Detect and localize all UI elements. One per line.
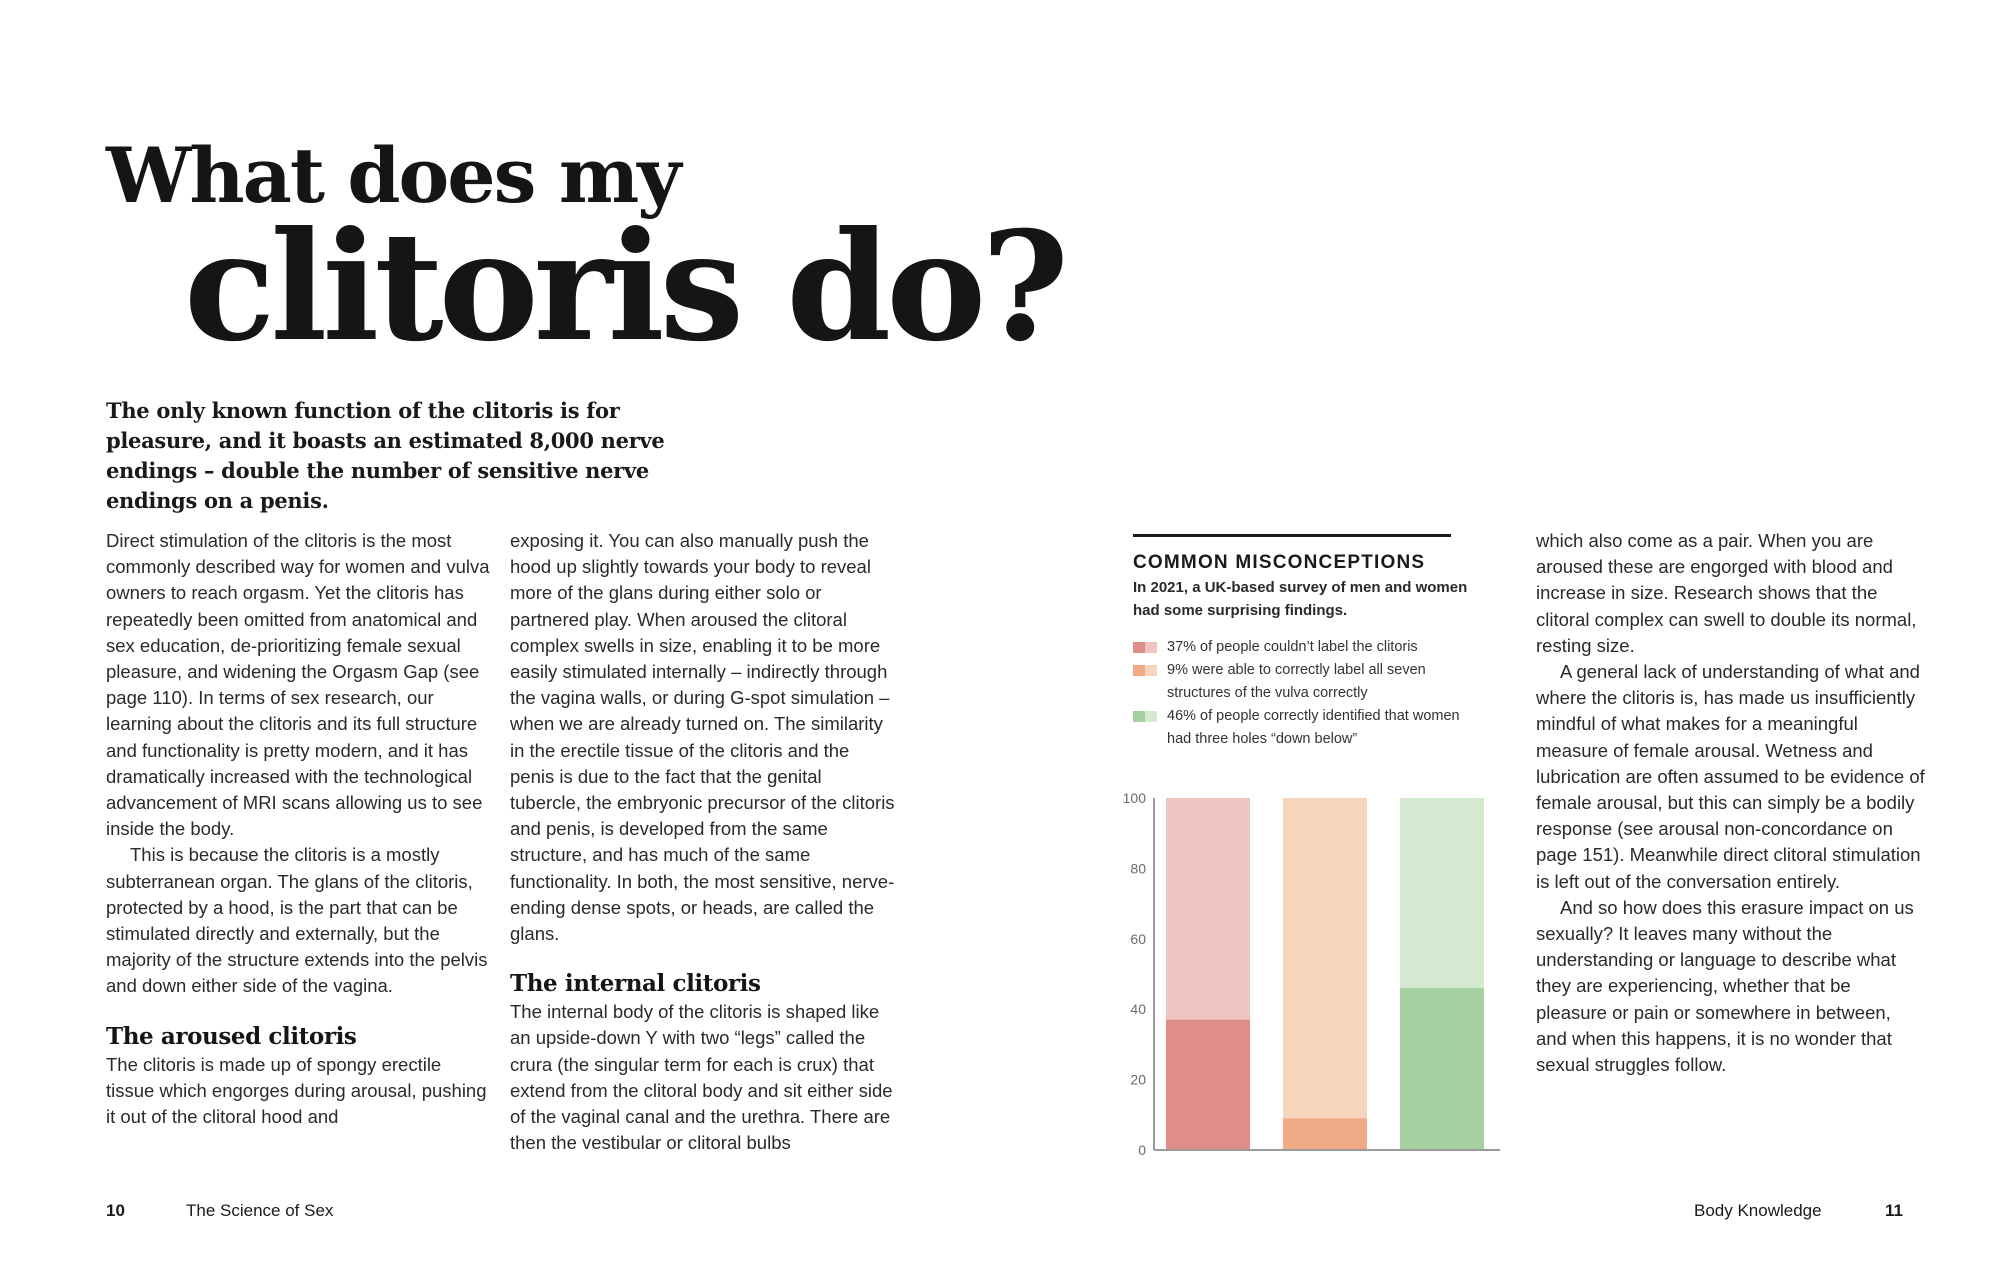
y-tick-label-20: 20	[1130, 1071, 1146, 1088]
legend-item-vulva	[1133, 659, 1473, 705]
paragraph: which also come as a pair. When you are aroused these are engorged with blood and increase in size. Research shows that the clitoral complex can swell to double its normal, resting size.	[1536, 530, 1917, 656]
body-column-2	[510, 528, 895, 1156]
y-tick-label-40: 40	[1130, 1001, 1146, 1018]
running-title-right: Body Knowledge	[1694, 1201, 1822, 1220]
page-number-right: 11	[1885, 1201, 1903, 1220]
legend-swatch-red	[1133, 642, 1157, 653]
chart-legend	[1133, 636, 1473, 751]
sidebar-subtitle: In 2021, a UK-based survey of men and women had some surprising findings.	[1133, 579, 1468, 619]
bar-value-0	[1166, 1020, 1250, 1150]
legend-label: 46% of people correctly identified that women had three holes “down below”	[1167, 708, 1460, 747]
body-column-3	[1536, 528, 1926, 1078]
legend-label: 37% of people couldn’t label the clitoris	[1167, 639, 1418, 655]
body-column-1	[106, 528, 491, 1130]
standfirst: The only known function of the clitoris is for pleasure, and it boasts an estimated 8,000 nerve endings – double the number of sensitive nerve endings on a penis.	[106, 398, 665, 513]
sidebar-rule	[1133, 534, 1451, 537]
misconceptions-bar-chart	[1110, 790, 1510, 1165]
bar-value-1	[1283, 1118, 1367, 1150]
paragraph: exposing it. You can also manually push the hood up slightly towards your body to reveal more of the glans during either solo or partnered play. When aroused the clitoral complex swells in size, enabling it to be more easily stimulated internally – indirectly through the vagina walls, or during G-spot simulation – when we are already turned on. The similarity in the erectile tissue of the clitoris and the penis is due to the fact that the genital tubercle, the embryonic precursor of the clitoris and penis, is developed from the same structure, and has much of the same functionality. In both, the most sensitive, nerve-ending dense spots, or heads, are called the glans.	[510, 530, 895, 945]
page-number-left: 10	[106, 1201, 125, 1220]
sidebar-title: COMMON MISCONCEPTIONS	[1133, 552, 1426, 573]
y-tick-label-60: 60	[1130, 930, 1146, 947]
legend-item-three-holes	[1133, 705, 1473, 751]
y-tick-label-80: 80	[1130, 860, 1146, 877]
y-tick-label-0: 0	[1138, 1142, 1146, 1158]
paragraph: A general lack of understanding of what and where the clitoris is, has made us insufficiently mindful of what makes for a meaningful measure of female arousal. Wetness and lubrication are often assumed to be evidence of female arousal, but this can simply be a bodily response (see arousal non-concordance on page 151). Meanwhile direct clitoral stimulation is left out of the conversation entirely.	[1536, 661, 1925, 892]
legend-swatch-green	[1133, 711, 1157, 722]
subheading-internal-clitoris: The internal clitoris	[510, 970, 761, 998]
chart-svg	[1110, 790, 1510, 1160]
paragraph: This is because the clitoris is a mostly subterranean organ. The glans of the clitoris, protected by a hood, is the part that can be stimulated directly and externally, but the majority of the structure extends into the pelvis and down either side of the vagina.	[106, 844, 488, 997]
y-tick-label-100: 100	[1122, 790, 1146, 806]
bar-total-1	[1283, 798, 1367, 1150]
page-title-line-1: What does my	[106, 131, 680, 220]
legend-item-clitoris	[1133, 636, 1473, 659]
running-title-left: The Science of Sex	[186, 1201, 334, 1220]
paragraph: The clitoris is made up of spongy erectile tissue which engorges during arousal, pushing it out of the clitoral hood and	[106, 1053, 487, 1128]
bar-value-2	[1400, 988, 1484, 1150]
paragraph: The internal body of the clitoris is shaped like an upside-down Y with two “legs” called the crura (the singular term for each is crux) that extend from the clitoral body and sit either side of the vaginal canal and the urethra. There are then the vestibular or clitoral bulbs	[510, 1001, 893, 1154]
page-title-line-2: clitoris do?	[184, 199, 1065, 375]
legend-swatch-orange	[1133, 665, 1157, 676]
subheading-aroused-clitoris: The aroused clitoris	[106, 1022, 357, 1050]
legend-label: 9% were able to correctly label all seven structures of the vulva correctly	[1167, 662, 1426, 701]
paragraph: Direct stimulation of the clitoris is the most commonly described way for women and vulva owners to reach orgasm. Yet the clitoris has repeatedly been omitted from anatomical and sex education, de-prioritizing female sexual pleasure, and widening the Orgasm Gap (see page 110). In terms of sex research, our learning about the clitoris and its full structure and functionality is pretty modern, and it has dramatically increased with the technological advancement of MRI scans allowing us to see inside the body.	[106, 530, 490, 840]
paragraph: And so how does this erasure impact on us sexually? It leaves many without the understanding or language to describe what they are experiencing, whether that be pleasure or pain or somewhere in between, and when this happens, it is no wonder that sexual struggles follow.	[1536, 896, 1914, 1076]
